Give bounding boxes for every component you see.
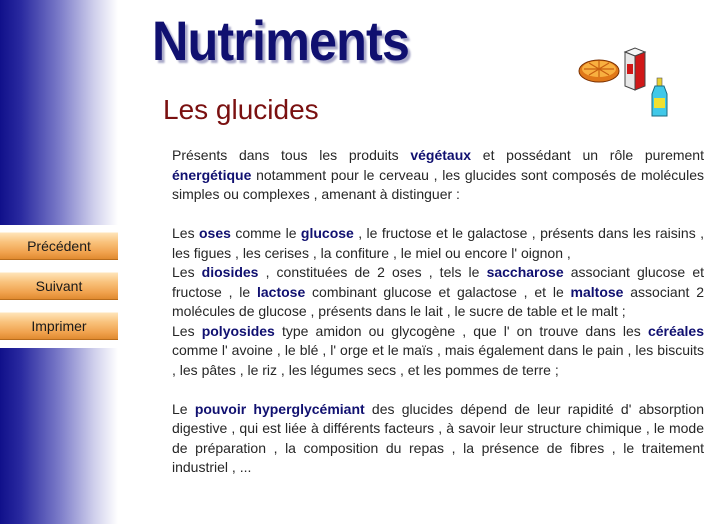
oses-paragraph bbox=[172, 224, 704, 263]
text-run: comme le bbox=[230, 225, 301, 241]
food-clipart bbox=[575, 44, 675, 120]
bottle-icon bbox=[652, 78, 667, 116]
text-run: , constituées de 2 oses , tels le bbox=[258, 264, 487, 280]
text-run: Les bbox=[172, 322, 202, 339]
keyword: oses bbox=[198, 225, 231, 241]
text-run: Les bbox=[172, 264, 202, 280]
keyword: pouvoir hyperglycémiant bbox=[194, 400, 365, 417]
previous-button[interactable]: Précédent bbox=[0, 232, 118, 260]
keyword: lactose bbox=[256, 283, 306, 300]
text-run: , le fructose et le galactose , présents dans les raisins , les figues , les cerises , la confiture , le miel ou encore l' oignon , bbox=[172, 225, 704, 261]
text-run: associant 2 molécules de glucose , présents dans le lait , le sucre de table et le malt ; bbox=[172, 283, 704, 319]
text-run: Le bbox=[172, 400, 195, 417]
milk-carton-icon bbox=[625, 48, 645, 90]
next-button[interactable]: Suivant bbox=[0, 272, 118, 300]
text-run: Présents dans tous les produits bbox=[172, 147, 411, 163]
text-run: combinant glucose et galactose , et le bbox=[305, 283, 571, 300]
section-subtitle: Les glucides bbox=[163, 94, 319, 125]
text-run: associant glucose et fructose , le bbox=[172, 264, 704, 300]
text-run: et possédant un rôle purement bbox=[471, 147, 704, 163]
polyosides-paragraph bbox=[172, 322, 704, 381]
text-run: des glucides dépend de leur rapidité d' absorption digestive , qui est liée à différents facteurs , à savoir leur structure chimique , le mode de préparation , la composition du repas , la présence de fibres , le traitement industriel , ... bbox=[172, 400, 704, 475]
keyword: glucose bbox=[300, 225, 354, 241]
text-run: comme l' avoine , le blé , l' orge et le maïs , mais également dans le pain , les biscuits , les pâtes , le riz , les légumes secs , et les pommes de terre ; bbox=[172, 342, 704, 378]
content-body bbox=[172, 146, 704, 478]
diosides-paragraph bbox=[172, 263, 704, 322]
print-button[interactable]: Imprimer bbox=[0, 312, 118, 340]
keyword: maltose bbox=[570, 283, 624, 300]
hyperglycemic-paragraph bbox=[172, 400, 704, 478]
left-gradient-strip-top bbox=[0, 0, 118, 225]
pie-icon bbox=[579, 60, 619, 82]
keyword: diosides bbox=[201, 264, 259, 280]
left-gradient-strip-bottom bbox=[0, 348, 118, 524]
text-run: type amidon ou glycogène , que l' on trouve dans les bbox=[274, 322, 648, 339]
keyword: énergétique bbox=[172, 166, 252, 183]
intro-paragraph bbox=[172, 146, 704, 205]
page-title: Nutriments bbox=[152, 9, 410, 72]
text-run: Les bbox=[172, 225, 199, 241]
keyword: céréales bbox=[647, 322, 704, 339]
keyword: saccharose bbox=[486, 264, 564, 280]
keyword: polyosides bbox=[201, 322, 275, 339]
text-run: notamment pour le cerveau , les glucides sont composés de molécules simples ou complexes , amenant à distinguer : bbox=[172, 166, 704, 202]
keyword: végétaux bbox=[410, 147, 472, 163]
